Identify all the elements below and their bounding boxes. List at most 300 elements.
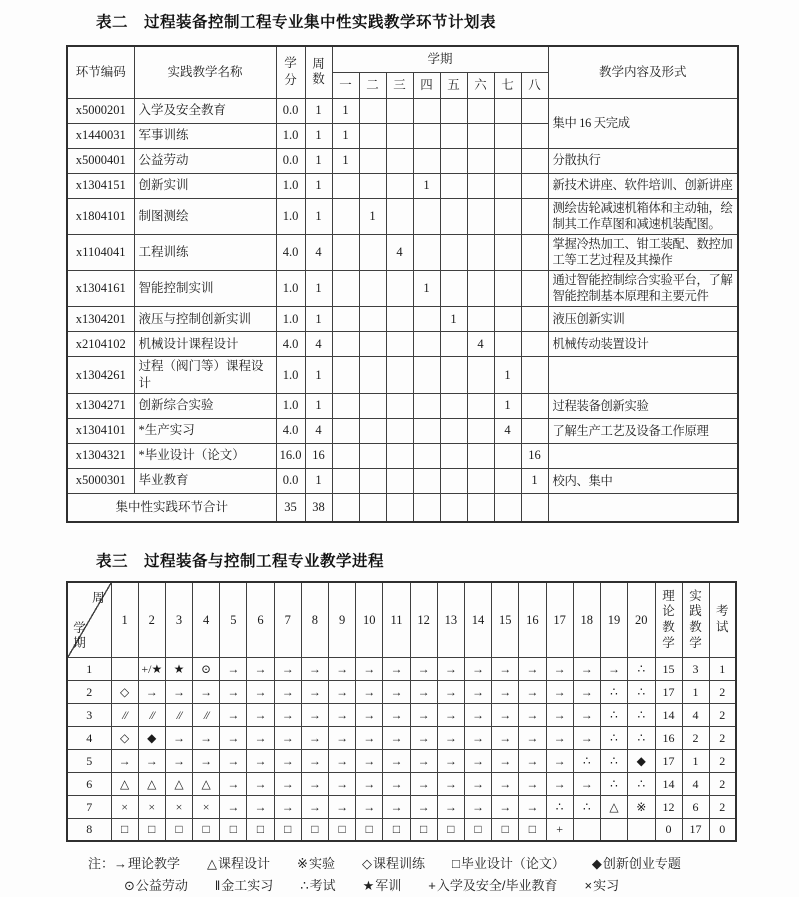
week-symbol-cell: □ (410, 818, 437, 841)
semester-cell (521, 198, 548, 234)
semester-number-cell: 4 (67, 726, 111, 749)
code-cell: x5000301 (67, 468, 134, 493)
semester-cell (494, 148, 521, 173)
weeks-cell: 1 (305, 307, 332, 332)
week-symbol-cell: → (247, 749, 274, 772)
week-symbol-cell: □ (437, 818, 464, 841)
week-symbol-cell: → (301, 680, 328, 703)
week-symbol-cell: ∴ (600, 772, 627, 795)
week-number-header: 19 (600, 582, 627, 657)
week-symbol-cell: → (383, 703, 410, 726)
legend-symbol: ◆ (591, 856, 602, 872)
legend-label: 军训 (375, 878, 402, 894)
week-symbol-cell: → (600, 657, 627, 680)
semester-number-cell: 1 (67, 657, 111, 680)
semester-cell (386, 123, 413, 148)
week-symbol-cell: → (356, 772, 383, 795)
legend-line-1 (88, 853, 799, 875)
week-symbol-cell (573, 818, 600, 841)
legend-item (592, 856, 681, 871)
week-symbol-cell: → (356, 703, 383, 726)
week-symbol-cell: △ (138, 772, 165, 795)
semester-cell (359, 493, 386, 522)
week-symbol-cell: → (383, 680, 410, 703)
week-symbol-cell: → (519, 657, 546, 680)
semester-cell (386, 493, 413, 522)
total-credit-cell: 35 (276, 493, 305, 522)
week-symbol-cell: → (492, 726, 519, 749)
week-symbol-cell: → (437, 657, 464, 680)
week-symbol-cell: → (437, 795, 464, 818)
week-symbol-cell: → (573, 772, 600, 795)
week-symbol-cell: → (437, 680, 464, 703)
legend-symbol: ∴ (300, 878, 309, 894)
week-symbol-cell: → (274, 795, 301, 818)
weeks-cell: 1 (305, 173, 332, 198)
semester-cell: 1 (332, 148, 359, 173)
semester-cell (521, 493, 548, 522)
week-symbol-cell: → (464, 657, 491, 680)
table2-title: 表二 过程装备控制工程专业集中性实践教学环节计划表 (96, 14, 497, 31)
legend-label: 实验 (308, 856, 335, 872)
semester-cell (386, 98, 413, 123)
week-symbol-cell: → (329, 795, 356, 818)
semester-cell (332, 357, 359, 394)
practice-total-cell: 1 (682, 680, 709, 703)
legend-item (362, 856, 425, 871)
week-symbol-cell: → (111, 749, 138, 772)
credit-cell: 4.0 (276, 332, 305, 357)
practice-row (67, 307, 738, 332)
exam-total-cell: 0 (709, 818, 736, 841)
semester-cell (359, 443, 386, 468)
credit-cell: 1.0 (276, 357, 305, 394)
practice-row (67, 270, 738, 306)
week-symbol-cell: → (383, 726, 410, 749)
practice-total-cell: 3 (682, 657, 709, 680)
code-cell: x1104041 (67, 234, 134, 270)
semester-cell (386, 357, 413, 394)
exam-total-cell: 2 (709, 772, 736, 795)
week-symbol-cell: → (193, 726, 220, 749)
week-symbol-cell: → (356, 680, 383, 703)
legend (88, 853, 799, 897)
week-symbol-cell: △ (600, 795, 627, 818)
week-symbol-cell: ◇ (111, 680, 138, 703)
header-semester: 一 (332, 72, 359, 98)
progress-row (67, 749, 736, 772)
semester-cell (359, 418, 386, 443)
week-symbol-cell: ∴ (600, 680, 627, 703)
week-symbol-cell: → (301, 749, 328, 772)
week-number-header: 2 (138, 582, 165, 657)
exam-total-cell: 2 (709, 703, 736, 726)
credit-cell: 1.0 (276, 307, 305, 332)
semester-cell (332, 307, 359, 332)
semester-cell (467, 357, 494, 394)
semester-cell (332, 393, 359, 418)
week-symbol-cell: → (546, 680, 573, 703)
week-symbol-cell: □ (220, 818, 247, 841)
header-name: 实践教学名称 (134, 46, 276, 98)
week-symbol-cell: □ (519, 818, 546, 841)
semester-cell (521, 123, 548, 148)
weeks-cell: 16 (305, 443, 332, 468)
week-symbol-cell: → (329, 703, 356, 726)
semester-cell (440, 173, 467, 198)
legend-label: 考试 (309, 878, 336, 894)
week-symbol-cell: ∴ (628, 726, 655, 749)
code-cell: x1304201 (67, 307, 134, 332)
week-symbol-cell: → (193, 680, 220, 703)
week-number-header: 16 (519, 582, 546, 657)
content-cell: 通过智能控制综合实验平台，了解智能控制基本原理和主要元件 (548, 270, 738, 306)
practice-row (67, 173, 738, 198)
week-symbol-cell: □ (383, 818, 410, 841)
week-symbol-cell: × (111, 795, 138, 818)
semester-cell (386, 443, 413, 468)
week-symbol-cell: ∴ (628, 703, 655, 726)
week-symbol-cell: → (492, 703, 519, 726)
legend-symbol: + (428, 878, 436, 894)
semester-cell (521, 234, 548, 270)
semester-cell (467, 123, 494, 148)
theory-total-cell: 16 (655, 726, 682, 749)
week-symbol-cell: ∴ (546, 795, 573, 818)
week-symbol-cell: × (165, 795, 192, 818)
semester-number-cell: 5 (67, 749, 111, 772)
table3-header-row (67, 582, 736, 657)
week-number-header: 17 (546, 582, 573, 657)
legend-item (585, 878, 620, 893)
week-symbol-cell: → (546, 703, 573, 726)
week-symbol-cell: → (301, 772, 328, 795)
week-symbol-cell: ◆ (628, 749, 655, 772)
credit-cell: 0.0 (276, 468, 305, 493)
name-cell: 入学及安全教育 (134, 98, 276, 123)
header-semester: 七 (494, 72, 521, 98)
week-symbol-cell: → (492, 680, 519, 703)
week-number-header: 3 (165, 582, 192, 657)
name-cell: 创新综合实验 (134, 393, 276, 418)
legend-label: 金工实习 (221, 878, 274, 894)
content-cell: 集中 16 天完成 (548, 98, 738, 148)
week-symbol-cell: → (410, 749, 437, 772)
week-symbol-cell: → (247, 657, 274, 680)
code-cell: x2104102 (67, 332, 134, 357)
semester-cell: 1 (521, 468, 548, 493)
header-semester: 三 (386, 72, 413, 98)
table2-header-row-1 (67, 46, 738, 72)
vertical-label: 理论教学 (662, 588, 675, 650)
semester-number-cell: 6 (67, 772, 111, 795)
legend-label: 理论教学 (128, 856, 181, 872)
week-symbol-cell: // (138, 703, 165, 726)
week-symbol-cell: → (329, 657, 356, 680)
week-symbol-cell: → (410, 657, 437, 680)
legend-item (300, 878, 335, 893)
week-symbol-cell: → (220, 657, 247, 680)
week-symbol-cell: ∴ (600, 726, 627, 749)
semester-cell (413, 198, 440, 234)
semester-cell (467, 418, 494, 443)
week-symbol-cell: → (546, 772, 573, 795)
semester-cell (440, 123, 467, 148)
credit-cell: 1.0 (276, 270, 305, 306)
table3-title: 表三 过程装备与控制工程专业教学进程 (96, 553, 385, 571)
semester-cell (359, 148, 386, 173)
semester-cell (386, 148, 413, 173)
semester-cell (440, 357, 467, 394)
week-symbol-cell: → (247, 772, 274, 795)
progress-row (67, 726, 736, 749)
semester-cell (332, 173, 359, 198)
credit-cell: 1.0 (276, 393, 305, 418)
header-semester: 四 (413, 72, 440, 98)
code-cell: x1304151 (67, 173, 134, 198)
content-cell: 液压创新实训 (548, 307, 738, 332)
code-cell: x5000201 (67, 98, 134, 123)
week-symbol-cell: → (519, 726, 546, 749)
content-cell: 新技术讲座、软件培训、创新讲座 (548, 173, 738, 198)
week-symbol-cell: □ (193, 818, 220, 841)
week-symbol-cell: → (138, 680, 165, 703)
week-symbol-cell: → (220, 749, 247, 772)
semester-cell (413, 493, 440, 522)
legend-symbol: ※ (297, 856, 308, 872)
semester-cell (440, 468, 467, 493)
semester-cell (386, 270, 413, 306)
weeks-cell: 1 (305, 468, 332, 493)
week-symbol-cell: → (492, 795, 519, 818)
credit-cell: 1.0 (276, 123, 305, 148)
week-symbol-cell: → (329, 680, 356, 703)
week-symbol-cell: → (220, 772, 247, 795)
theory-total-cell: 14 (655, 703, 682, 726)
semester-cell (359, 98, 386, 123)
semester-cell (467, 173, 494, 198)
week-symbol-cell: → (492, 657, 519, 680)
semester-cell (467, 307, 494, 332)
progress-row (67, 703, 736, 726)
semester-cell: 1 (413, 270, 440, 306)
week-symbol-cell: → (220, 726, 247, 749)
week-symbol-cell: → (274, 772, 301, 795)
week-symbol-cell: ◆ (138, 726, 165, 749)
weeks-cell: 1 (305, 393, 332, 418)
legend-item (124, 878, 188, 893)
semester-cell (494, 307, 521, 332)
semester-cell (413, 148, 440, 173)
vertical-label: 实践教学 (689, 588, 702, 650)
week-symbol-cell: → (464, 680, 491, 703)
semester-cell (494, 270, 521, 306)
semester-cell (386, 393, 413, 418)
teaching-progress-table (66, 581, 737, 842)
semester-cell (521, 307, 548, 332)
semester-cell (494, 123, 521, 148)
total-column-header (682, 582, 709, 657)
week-symbol-cell: → (220, 703, 247, 726)
semester-cell (332, 198, 359, 234)
practice-row (67, 98, 738, 123)
progress-row (67, 772, 736, 795)
practice-row (67, 443, 738, 468)
week-symbol-cell: × (193, 795, 220, 818)
name-cell: 创新实训 (134, 173, 276, 198)
semester-cell (521, 357, 548, 394)
week-symbol-cell: → (301, 657, 328, 680)
week-symbol-cell: → (437, 703, 464, 726)
week-symbol-cell: → (301, 703, 328, 726)
week-symbol-cell: △ (193, 772, 220, 795)
week-symbol-cell: → (301, 795, 328, 818)
semester-cell (521, 148, 548, 173)
semester-cell (440, 98, 467, 123)
semester-cell (359, 332, 386, 357)
practice-total-cell: 1 (682, 749, 709, 772)
week-symbol-cell: → (546, 749, 573, 772)
vertical-label: 考试 (715, 604, 729, 635)
semester-cell (386, 468, 413, 493)
name-cell: 公益劳动 (134, 148, 276, 173)
semester-cell (413, 443, 440, 468)
week-symbol-cell: → (464, 703, 491, 726)
legend-label: 课程训练 (372, 856, 425, 872)
theory-total-cell: 14 (655, 772, 682, 795)
legend-label: 课程设计 (218, 856, 271, 872)
week-symbol-cell: × (138, 795, 165, 818)
week-number-header: 20 (628, 582, 655, 657)
week-symbol-cell: → (437, 726, 464, 749)
semester-cell (413, 357, 440, 394)
semester-cell (440, 493, 467, 522)
semester-cell (521, 332, 548, 357)
semester-cell (494, 173, 521, 198)
week-symbol-cell: + (546, 818, 573, 841)
semester-cell (359, 173, 386, 198)
week-symbol-cell: ⊙ (193, 657, 220, 680)
semester-cell (386, 173, 413, 198)
semester-cell (494, 98, 521, 123)
week-symbol-cell: +/★ (138, 657, 165, 680)
week-symbol-cell: △ (165, 772, 192, 795)
name-cell: *生产实习 (134, 418, 276, 443)
total-weeks-cell: 38 (305, 493, 332, 522)
week-number-header: 7 (274, 582, 301, 657)
week-symbol-cell: → (546, 726, 573, 749)
semester-cell: 1 (494, 357, 521, 394)
code-cell: x1304271 (67, 393, 134, 418)
theory-total-cell: 17 (655, 749, 682, 772)
code-cell: x1304261 (67, 357, 134, 394)
content-cell: 掌握冷热加工、钳工装配、数控加工等工艺过程及其操作 (548, 234, 738, 270)
content-cell: 机械传动装置设计 (548, 332, 738, 357)
week-symbol-cell: → (519, 680, 546, 703)
week-symbol-cell: → (410, 703, 437, 726)
name-cell: 智能控制实训 (134, 270, 276, 306)
week-symbol-cell: → (383, 657, 410, 680)
semester-cell (467, 148, 494, 173)
semester-cell (332, 468, 359, 493)
week-symbol-cell: → (247, 703, 274, 726)
week-symbol-cell: → (329, 726, 356, 749)
week-symbol-cell: → (383, 795, 410, 818)
legend-label: 入学及安全/毕业教育 (436, 878, 558, 894)
total-column-header (709, 582, 736, 657)
week-symbol-cell: □ (165, 818, 192, 841)
week-symbol-cell: → (356, 795, 383, 818)
week-symbol-cell: → (220, 680, 247, 703)
semester-cell (440, 418, 467, 443)
practice-row (67, 357, 738, 394)
week-symbol-cell: → (464, 726, 491, 749)
name-cell: 军事训练 (134, 123, 276, 148)
week-symbol-cell: → (546, 657, 573, 680)
credit-cell: 4.0 (276, 418, 305, 443)
legend-line-2 (124, 875, 799, 897)
header-semester: 八 (521, 72, 548, 98)
legend-symbol: × (584, 878, 593, 894)
semester-cell: 4 (386, 234, 413, 270)
legend-label: 公益劳动 (135, 878, 188, 894)
semester-cell (359, 270, 386, 306)
week-number-header: 4 (193, 582, 220, 657)
week-symbol-cell: ∴ (628, 680, 655, 703)
practice-total-cell: 6 (682, 795, 709, 818)
semester-cell (413, 418, 440, 443)
week-symbol-cell: → (437, 749, 464, 772)
weeks-cell: 1 (305, 270, 332, 306)
week-symbol-cell: → (492, 749, 519, 772)
week-symbol-cell: → (165, 749, 192, 772)
week-number-header: 9 (329, 582, 356, 657)
practice-total-cell: 2 (682, 726, 709, 749)
progress-row (67, 818, 736, 841)
week-number-header: 10 (356, 582, 383, 657)
semester-cell: 16 (521, 443, 548, 468)
progress-row (67, 657, 736, 680)
exam-total-cell: 2 (709, 749, 736, 772)
semester-cell: 1 (494, 393, 521, 418)
semester-number-cell: 3 (67, 703, 111, 726)
week-number-header: 1 (111, 582, 138, 657)
week-symbol-cell: ※ (628, 795, 655, 818)
weeks-cell: 1 (305, 148, 332, 173)
week-number-header: 15 (492, 582, 519, 657)
week-symbol-cell: ∴ (628, 772, 655, 795)
practice-plan-table (66, 45, 739, 523)
semester-cell (359, 234, 386, 270)
name-cell: 液压与控制创新实训 (134, 307, 276, 332)
corner-cell (67, 582, 111, 657)
code-cell: x1304101 (67, 418, 134, 443)
week-symbol-cell: → (410, 726, 437, 749)
header-semester: 六 (467, 72, 494, 98)
credit-cell: 0.0 (276, 98, 305, 123)
semester-cell (440, 443, 467, 468)
semester-cell: 1 (332, 98, 359, 123)
week-symbol-cell: → (464, 772, 491, 795)
week-number-header: 14 (464, 582, 491, 657)
weeks-cell: 1 (305, 357, 332, 394)
semester-cell (440, 393, 467, 418)
semester-cell (359, 123, 386, 148)
semester-cell: 1 (332, 123, 359, 148)
practice-row (67, 332, 738, 357)
week-symbol-cell: → (247, 680, 274, 703)
practice-total-cell: 4 (682, 703, 709, 726)
